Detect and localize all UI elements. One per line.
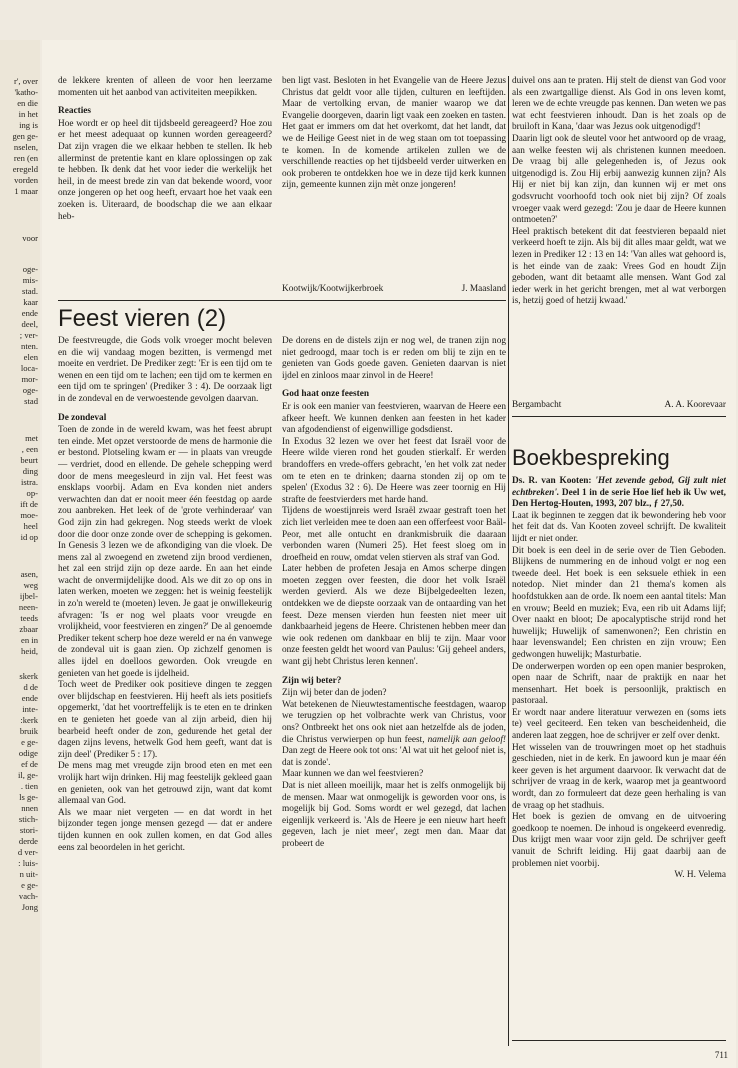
gutter-fragment: deel, <box>21 319 38 329</box>
gutter-fragment: met <box>25 433 38 443</box>
feest-col3-p1: duivel ons aan te praten. Hij stelt de dienst van God voor als een zwartgallige dienst. Als God in ons leven komt, leren we de echte vreugde pas kennen. Dan weten we pas wat echt feestvieren inhoudt. Dan is het zoals op de bruiloft in Kana, 'daar was Jezus ook uitgenodigd'! <box>512 76 726 133</box>
beter-heading: Zijn wij beter? <box>282 675 342 686</box>
book-title: Boekbespreking <box>512 445 670 470</box>
gutter-fragment: op- <box>26 488 38 498</box>
feest-col2-p2: In Exodus 32 lezen we over het feest dat Israël voor de Heere wilde vieren rond het gouden stierkalf. Er werden brandoffers en vrede-offers gebracht, 'en het volk zat neder om te eten en te drinken; daarna stonden zij op om te spelen' (Exodus 32 : 6). De Heere was zeer toornig en Hij strafte de feestvierders met harde hand. <box>282 436 506 505</box>
book-p1: Laat ik beginnen te zeggen dat ik bewondering heb voor het feit dat ds. Van Kooten zoveel schrijft. De kwaliteit lijdt er niet onder. <box>512 510 726 544</box>
top-article-signature <box>282 284 506 294</box>
gutter-fragment: stori- <box>19 825 38 835</box>
feest-col1-p1: Toen de zonde in de wereld kwam, was het feest abrupt ten einde. Met opzet verstoorde de mens de harmonie die er bestond. Plotseling kwam er — in plaats van vreugde — verdriet, dood en ellende. De gehele schepping werd door de mens meegesleurd in zijn val. Het feest was ensklaps voorbij. Adam en Eva konden niet anders verwachten dan dat er nooit meer één feestdag op aarde zou aanbreken. Het leek of de 'grote verhinderaar' van God zijn zin had gekregen. Nog steeds werkt de vloek door die door onze zonde over de schepping is gekomen. In Genesis 3 lezen we de afkondiging van die vloek. De mens zal al zwoegend en zwetend zijn brood verdienen, het zal een strijd zijn op deze aarde. En aan het einde wacht de onvermijdelijke dood. Als we dit zo op ons in laten werken, moeten we zeggen: het is weinig feestelijk in zo'n wereld te (moeten) leven. Je gaat je onwillekeurig afvragen: 'Is er nog wel plaats voor vreugde en vrolijkheid, voor feestvieren en zingen?' De al genoemde Prediker tekent scherp hoe deze wereld er na én vanwege de zondeval uit is gaan zien. Op zichzelf genomen is alles ijdel en doelloos geworden. Ook vreugde en genieten van het goede is ijdelheid. <box>58 425 272 679</box>
top-article-rule <box>58 300 506 301</box>
gutter-fragment: heel <box>23 521 38 531</box>
top-signature-place: Kootwijk/Kootwijkerbroek <box>282 284 384 294</box>
book-details: Deel 1 in de serie Hoe lief heb ik Uw wet, Den Hertog-Houten, 1993, 207 blz., ƒ 27,50. <box>512 487 726 510</box>
gutter-fragment: r', over <box>14 76 38 86</box>
gutter-fragment: :kerk <box>20 715 38 725</box>
feest-col2-italic-tail: Dan zegt de Heere ook tot ons: 'Al wat uit het geloof niet is, dat is zonde'. <box>282 746 506 768</box>
god-haat-heading: God haat onze feesten <box>282 389 370 400</box>
gutter-fragment: ijbel- <box>19 591 38 601</box>
gutter-fragment: teeds <box>20 613 38 623</box>
gutter-fragment: asen, <box>20 569 38 579</box>
feest-col1 <box>58 336 272 1056</box>
gutter-fragment: ls ge- <box>19 792 38 802</box>
feest-col2-p4: Later hebben de profeten Jesaja en Amos scherpe dingen moeten zeggen over feesten, die door het volk Israël werden gevierd. Als we deze Bijbelgedeelten lezen, ontdekken we de diepste oorzaak van de ontaarding van het feest. Deze mensen vierden hun feesten niet meer uit dankbaarheid jegens de Heere. Christenen hebben meer dan wie ook redenen om dankbaar en blij te zijn. Maar voor onze feesten geldt het woord van Paulus: 'Gij geheel anders, want gij hebt Christus leren kennen'. <box>282 564 506 668</box>
gutter-fragment: moe- <box>20 510 38 520</box>
gutter-fragment: bruik <box>19 726 38 736</box>
feest-signature <box>512 400 726 410</box>
book-author: Ds. R. van Kooten: <box>512 476 596 486</box>
gutter-fragment: ift de <box>20 499 38 509</box>
feest-col2-p7: Dat is niet alleen moeilijk, maar het is zelfs onmogelijk bij de mensen. Maar wat onmogelijk is geworden voor ons, is mogelijk bij God. Soms wordt er wel gezegd, dat lachen eigenlijk verkeerd is. 'Als de Heere je een nieuw hart heeft gegeven, lach je niet meer', zegt men dan. Maar dat probeert de <box>282 780 506 849</box>
page-number: 711 <box>714 1050 728 1060</box>
gutter-fragment: weg <box>23 580 38 590</box>
gutter-fragment: stich- <box>18 814 38 824</box>
gutter-fragment: in het <box>18 109 38 119</box>
book-signature: W. H. Velema <box>674 870 726 881</box>
top-col1-text: de lekkere krenten of alleen de voor hen leerzame momenten uit het aanbod van activiteiten meepikken. <box>58 76 272 98</box>
book-p3: De onderwerpen worden op een open manier besproken, open naar de Schrift, naar de praktijk en naar het mensenhart. Het boek is persoonlijk, praktisch en pastoraal. <box>512 661 726 707</box>
gutter-fragment: derde <box>18 836 38 846</box>
gutter-fragment: en die <box>17 98 38 108</box>
gutter-fragment: ende <box>21 693 38 703</box>
reacties-heading: Reacties <box>58 106 92 117</box>
feest-col2 <box>282 336 506 1056</box>
gutter-fragment: 1 maar <box>14 186 38 196</box>
book-title-quote: 'Het zevende gebod, Gij zult niet echtbreken'. <box>512 476 726 498</box>
book-p6: Het boek is gezien de omvang en de uitvoering goedkoop te noemen. De inhoud is ongekeerd evenredig. Dus krijgt men waar voor zijn geld. De schrijver geeft vanuit de Schrift leiding. Hij gaat daarbij aan de problemen niet voorbij. <box>512 812 726 869</box>
top-col1-after: Hoe wordt er op heel dit tijdsbeeld gereageerd? Hoe zou er het meest adequaat op kunnen worden gereageerd? Dat zijn vragen die we elkaar hebben te stellen. Ik heb allerminst de pretentie kant en klare oplossingen op zak te hebben. Ik denk dat het voor ieder die werkelijk het heil, in de meest brede zin van dat bekende woord, voor onze jongeren op het oog heeft, ervaart hoe het vaak een zoeken is. Uiteraard, de boodschap die we aan elkaar heb- <box>58 118 272 222</box>
gutter-fragment: neen- <box>18 602 38 612</box>
feest-col2-p5 <box>282 700 506 770</box>
gutter-fragment: oge- <box>22 385 38 395</box>
top-col2-text: ben ligt vast. Besloten in het Evangelie van de Heere Jezus Christus dat geldt voor alle tijden, culturen en leeftijden. Maar de vertolking ervan, de manier waarop we dat Evangelie doorgeven, daarin ligt vaak een zoeken en tasten. Het gaat er immers om dat het overkomt, dat het landt, dat we de Heilige Geest niet in de weg staan om tot toepassing te komen. In de komende artikelen zullen we de verschillende reacties op het tijdsbeeld verder uitwerken en ook proberen te ontdekken hoe we in deze tijd kerk kunnen zijn, gemeente kunnen zijn mèt onze jongeren! <box>282 76 506 191</box>
gutter-fragment: id op <box>20 532 38 542</box>
gutter-fragment: nten. <box>21 341 38 351</box>
book-p4: Er wordt naar andere literatuur verwezen en (soms iets te) veel geciteerd. Een teken van bescheidenheid, die anderen laat zeggen, hoe de schrijver er zelf over denkt. <box>512 707 726 742</box>
feest-col2-p5-text: Wat betekenen de Nieuwtestamentische feestdagen, waarop we terugzien op het volbrachte werk van Christus, voor ons? Ontbreekt het ons ook niet aan hetzelfde als de joden, die Christus verwierpen op hun feest, <box>282 699 506 745</box>
feest-signature-name: A. A. Koorevaar <box>664 400 726 410</box>
feest-col1-p2: Toch weet de Prediker ook positieve dingen te zeggen over blijdschap en feestvieren. Hij heeft als iets positiefs opgemerkt, 'dat het voortreffelijk is te eten en te drinken en te genieten het goede van al zijn arbeid, dien hij bearbeid heeft onder de zon, gedurende het getal der dagen zijns levens, hetwelk God hem geeft, want dat is zijn deel' (Prediker 5 : 17). <box>58 680 272 760</box>
top-article-col2 <box>282 76 506 276</box>
gutter-fragment: d ver- <box>17 847 38 857</box>
feest-col1-p3: De mens mag met vreugde zijn brood eten en met een vrolijk hart wijn drinken. Hij mag feestelijk gekleed gaan en genieten, ook van het getrouwd zijn, want dat komt allemaal van God. <box>58 761 272 807</box>
book-header <box>512 476 726 511</box>
gutter-fragment: beurt <box>20 455 38 465</box>
gutter-fragment: loca- <box>20 363 38 373</box>
feest-title: Feest vieren (2) <box>58 305 227 332</box>
gutter-fragment: zbaar <box>19 624 38 634</box>
gutter-fragment: kaar <box>23 297 38 307</box>
gutter-fragment: istra. <box>21 477 38 487</box>
book-p2: Dit boek is een deel in de serie over de Tien Geboden. Blijkens de nummering en de inhoud volgt er nog een tweede deel. Het boek is een seksuele ethiek in een notedop. Niet minder dan 21 thema's komen als hoofdstukken aan de orde. Ik noem een aantal titels: Man en vrouw; Beeld en muziek; Eva, een rib uit Adams lijf; Over naakt en bloot; De apocalyptische strijd rond het huwelijk; Huwelijk of samenwonen?; Een christin en haar levenswandel; Een christen en zijn vrouw; Een gedwongen huwelijk; Masturbatie. <box>512 545 726 660</box>
feest-col2-intro: De dorens en de distels zijn er nog wel, de tranen zijn nog niet gedroogd, maar toch is er reden om blij te zijn en te genieten van Gods goede gaven. Genieten daarvan is niet ijdel en zinloos maar zinvol in de Heere! <box>282 336 506 381</box>
feest-col2-p6: Maar kunnen we dan wel feestvieren? <box>282 769 424 780</box>
gutter-fragment: voor <box>22 233 38 243</box>
gutter-fragment: stad. <box>22 286 38 296</box>
gutter-fragment: ding <box>22 466 38 476</box>
gutter-fragment: . tien <box>20 781 38 791</box>
feest-col2-italic: namelijk aan geloof! <box>427 734 506 745</box>
zondeval-heading: De zondeval <box>58 412 107 423</box>
gutter-fragment: mis- <box>22 275 38 285</box>
gutter-fragment: Jong <box>21 902 38 912</box>
feest-col2-p1: Er is ook een manier van feestvieren, waarvan de Heere een afkeer heeft. We kunnen denken aan feesten in het kader van afgodendienst of eigenwillige godsdienst. <box>282 401 506 436</box>
feest-end-rule <box>512 416 726 417</box>
gutter-fragment: ren (en <box>13 153 38 163</box>
gutter-fragment: skerk <box>19 671 38 681</box>
gutter-fragment: 'katho- <box>14 87 38 97</box>
gutter-fragment: : luis- <box>18 858 38 868</box>
gutter-fragment: il, ge- <box>17 770 38 780</box>
feest-col2-q: Zijn wij beter dan de joden? <box>282 688 387 699</box>
gutter-fragment: gen ge- <box>12 131 38 141</box>
gutter-fragment: nnen <box>21 803 38 813</box>
feest-signature-place: Bergambacht <box>512 400 562 410</box>
gutter-fragment: eregeld <box>12 164 38 174</box>
gutter-fragment: mor- <box>21 374 38 384</box>
column-divider <box>508 76 509 1046</box>
gutter-fragment: inte- <box>22 704 38 714</box>
gutter-fragment: heid, <box>21 646 38 656</box>
gutter-fragment: elen <box>23 352 38 362</box>
gutter-fragment: , een <box>21 444 38 454</box>
gutter-fragment: n uit- <box>19 869 38 879</box>
book-p5: Het wisselen van de trouwringen moet op het stadhuis geschieden, niet in de kerk. En jawoord kun je maar één keer geven is het argument daarvoor. Ik verwacht dat de schrijver de vraag in de kerk, waarop met ja geantwoord wordt, dan zo formuleert dat deze geen herhaling is van de vraag op het stadhuis. <box>512 742 726 811</box>
gutter-fragment: nselen, <box>13 142 38 152</box>
gutter-fragment: stad <box>24 396 38 406</box>
top-article-col1 <box>58 76 272 298</box>
feest-col3-p2: Daarin ligt ook de sleutel voor het antwoord op de vraag, aan welke feesten wij als christenen kunnen meedoen. De vraag bij alle gelegenheden is, of Jezus ook uitgenodigd is. Zou Hij erbij aanwezig kunnen zijn? Als Hij er niet bij kan zijn, dan kunnen wij er met ons godsvrucht voorhoofd toch ook niet bij zijn? Of zoals vroeger vaak werd gezegd: 'Zou je daar de Heere kunnen ontmoeten?' <box>512 133 726 226</box>
gutter-fragment: en in <box>21 635 38 645</box>
gutter-fragment: oge- <box>22 264 38 274</box>
gutter-fragment: e ge- <box>21 737 38 747</box>
book-col <box>512 476 726 1032</box>
top-signature-name: J. Maasland <box>461 284 506 294</box>
magazine-page <box>42 40 736 1068</box>
gutter-fragment: vach- <box>18 891 38 901</box>
gutter-fragment: ; ver- <box>19 330 38 340</box>
book-end-rule <box>512 1040 726 1041</box>
feest-col1-p4: Als we maar niet vergeten — en dat wordt in het bijzonder tegen jonge mensen gezegd — dat er andere tijden kunnen en ook zullen komen, en dat God alles eens zal beoordelen in het gericht. <box>58 807 272 853</box>
previous-page-gutter <box>0 40 40 1068</box>
feest-intro: De feestvreugde, die Gods volk vroeger mocht beleven en die wij vandaag mogen bezitten, is vermengd met moeite en verdriet. De Prediker zegt: 'Er is een tijd om te wenen en een tijd om te lachen; een tijd om te kermen en een tijd om te springen' (Prediker 3 : 4). De oorzaak ligt in de zondeval en de verwoestende gevolgen daarvan. <box>58 336 272 404</box>
gutter-fragment: ef de <box>21 759 38 769</box>
feest-col3-p3: Heel praktisch betekent dit dat feestvieren bepaald niet verkeerd hoeft te zijn. Als bij dit alles maar geldt, wat we lezen in Prediker 12 : 13 en 14: 'Van alles wat gehoord is, is het einde van de zaak: Vrees God en houdt Zijn geboden, want dit betaamt alle mensen. Want God zal ieder werk in het gericht brengen, met al wat verborgen is, hetzij goed of hetzij kwaad.' <box>512 226 726 307</box>
gutter-fragment: ende <box>21 308 38 318</box>
feest-col3 <box>512 76 726 394</box>
gutter-fragment: e ge- <box>21 880 38 890</box>
gutter-fragment: ing is <box>19 120 38 130</box>
gutter-fragment: odige <box>18 748 38 758</box>
feest-col2-p3: Tijdens de woestijnreis werd Israël zwaar gestraft toen het zich liet verleiden mee te doen aan een offerfeest voor Baäl-Peor, met alle ontucht en drankmisbruik die daaraan verbonden waren (Numeri 25). Het feest sloeg om in droefheid en rouw, omdat velen stierven als straf van God. <box>282 506 506 563</box>
gutter-fragment: vorden <box>14 175 38 185</box>
gutter-fragment: d de <box>23 682 38 692</box>
